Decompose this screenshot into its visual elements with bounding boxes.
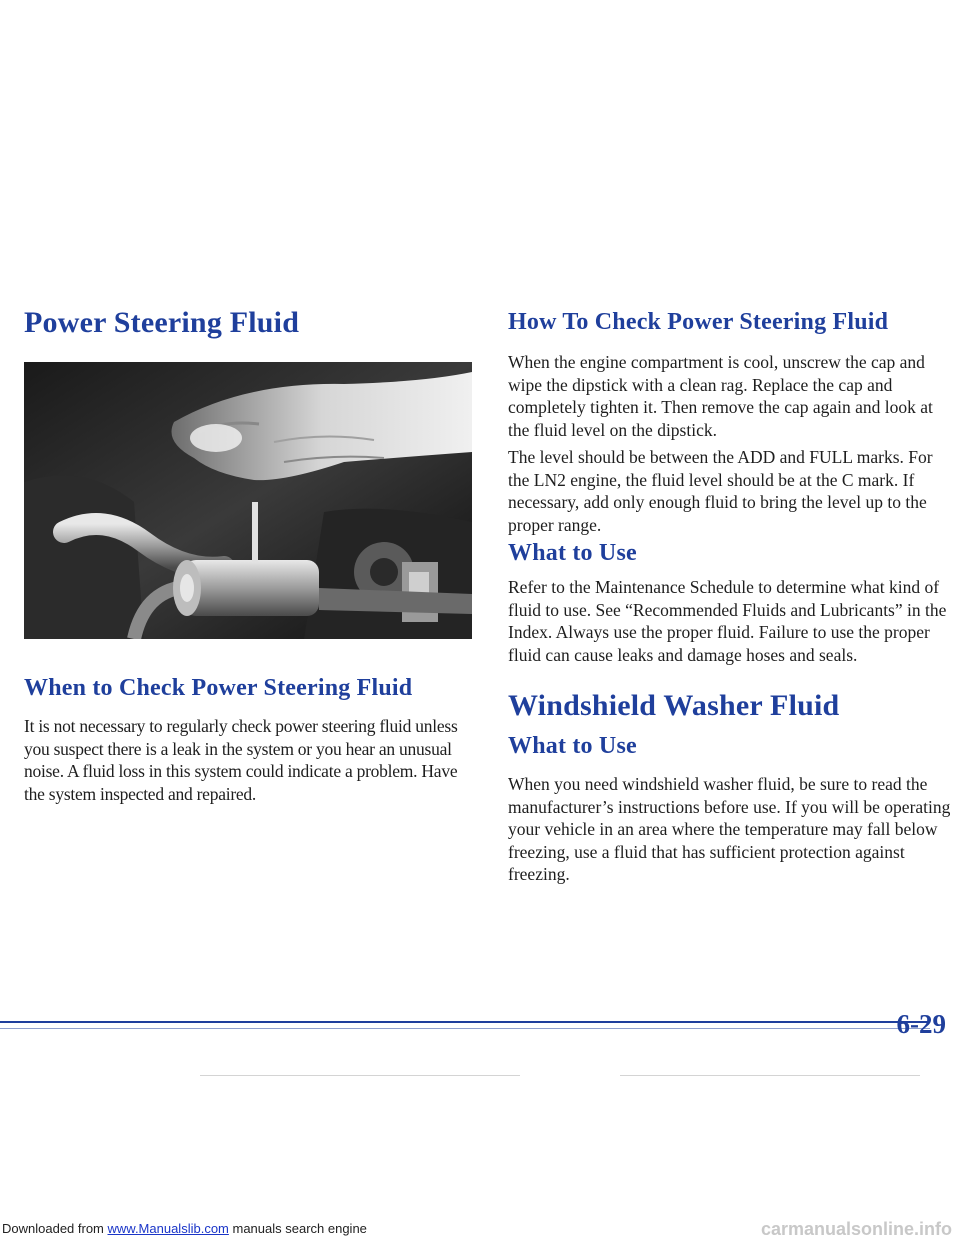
download-watermark bbox=[2, 1221, 367, 1236]
how-to-check-paragraph-1: When the engine compartment is cool, unscrew the cap and wipe the dipstick with a clean rag. Replace the cap and completely tighten it. Then remove the cap again and look at the fluid level on the dipstick. bbox=[508, 352, 933, 440]
subsection-title-how-to-check: How To Check Power Steering Fluid bbox=[508, 309, 889, 335]
footer-rule-thin bbox=[0, 1028, 930, 1029]
section-title-windshield-washer: Windshield Washer Fluid bbox=[508, 689, 840, 722]
scan-artifact-line-right bbox=[620, 1075, 920, 1076]
page-number: 6-29 bbox=[896, 1009, 946, 1039]
carmanualsonline-watermark: carmanualsonline.info bbox=[760, 1219, 952, 1239]
washer-what-to-use-paragraph: When you need windshield washer fluid, be sure to read the manufacturer’s instructions before use. If you will be operating your vehicle in an area where the temperature may fall below freezing, use a fluid that has sufficient protection against freezing. bbox=[508, 774, 951, 884]
power-steering-photo bbox=[24, 362, 472, 639]
subsection-title-washer-what-to-use: What to Use bbox=[508, 733, 637, 759]
manualslib-link[interactable]: www.Manualslib.com bbox=[107, 1221, 229, 1236]
subsection-title-when-to-check: When to Check Power Steering Fluid bbox=[24, 675, 413, 701]
how-to-check-paragraph-2: The level should be between the ADD and FULL marks. For the LN2 engine, the fluid level should be at the C mark. If necessary, add only enough fluid to bring the level up to the proper range. bbox=[508, 447, 933, 535]
watermark-suffix: manuals search engine bbox=[228, 1221, 367, 1236]
watermark-prefix: Downloaded from bbox=[2, 1221, 108, 1236]
when-to-check-paragraph: It is not necessary to regularly check power steering fluid unless you suspect there is a leak in the system or you hear an unusual noise. A fluid loss in this system could indicate a problem. Have the system inspected and repaired. bbox=[24, 716, 458, 804]
scan-artifact-line bbox=[200, 1075, 520, 1076]
footer-rule bbox=[0, 1021, 930, 1023]
subsection-title-what-to-use: What to Use bbox=[508, 540, 637, 566]
what-to-use-paragraph: Refer to the Maintenance Schedule to determine what kind of fluid to use. See “Recommended Fluids and Lubricants” in the Index. Always use the proper fluid. Failure to use the proper fluid can cause leaks and damage hoses and seals. bbox=[508, 577, 947, 665]
section-title-power-steering: Power Steering Fluid bbox=[24, 306, 300, 339]
power-steering-photo-illustration bbox=[24, 362, 472, 639]
